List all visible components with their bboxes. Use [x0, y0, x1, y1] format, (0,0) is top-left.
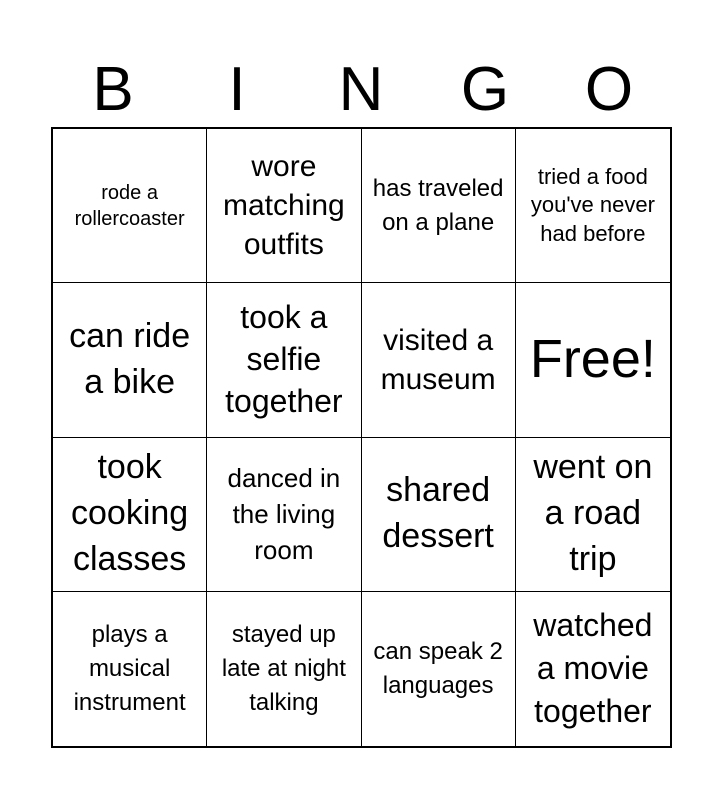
bingo-cell[interactable]: went on a road trip: [516, 438, 670, 592]
bingo-cell[interactable]: rode a rollercoaster: [53, 129, 207, 283]
bingo-cell[interactable]: watched a movie together: [533, 607, 653, 730]
header-letter-n: N: [338, 55, 384, 124]
bingo-cell[interactable]: danced in the living room: [207, 438, 361, 592]
header-letter-i: I: [228, 55, 246, 124]
bingo-board: [51, 127, 672, 748]
bingo-cell[interactable]: shared dessert: [362, 438, 516, 592]
bingo-cell[interactable]: plays a musical instrument: [53, 592, 207, 746]
header-letter-b: B: [92, 55, 134, 124]
header-letter-g: G: [460, 55, 510, 124]
bingo-cell[interactable]: took a selfie together: [207, 283, 361, 437]
bingo-cell[interactable]: can ride a bike: [53, 283, 207, 437]
bingo-cell[interactable]: wore matching outfits: [207, 129, 361, 283]
bingo-cell[interactable]: took cooking classes: [53, 438, 207, 592]
free-space-cell[interactable]: Free!: [516, 283, 670, 437]
bingo-cell[interactable]: stayed up late at night talking: [207, 592, 361, 746]
bingo-cell[interactable]: tried a food you've never had before: [516, 129, 670, 283]
bingo-cell[interactable]: visited a museum: [362, 283, 516, 437]
bingo-cell[interactable]: has traveled on a plane: [362, 129, 516, 283]
header-letter-o: O: [584, 55, 634, 124]
bingo-cell[interactable]: can speak 2 languages: [362, 592, 516, 746]
bingo-header: [51, 52, 671, 128]
